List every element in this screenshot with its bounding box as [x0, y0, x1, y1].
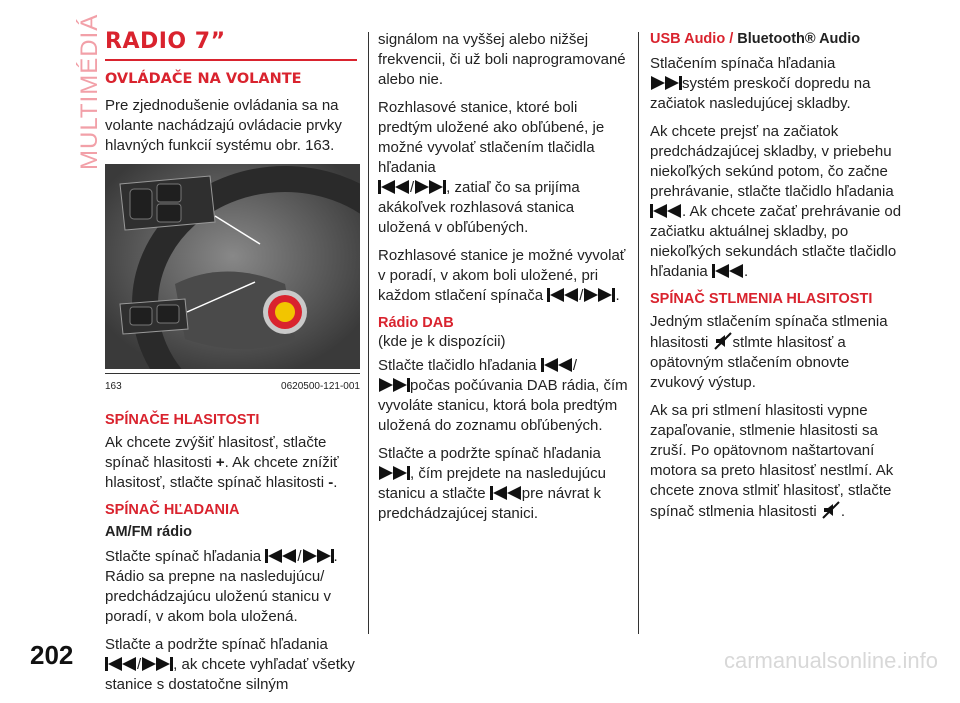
section-heading-steering-controls: OVLÁDAČE NA VOLANTE — [105, 71, 302, 87]
seek-forward-icon — [378, 465, 410, 481]
seek-back-icon — [490, 485, 522, 501]
subheading-am-fm: AM/FM rádio — [105, 524, 192, 540]
order-paragraph: Rozhlasové stanice je možné vyvolať v poradí, v akom boli uložené, pri každom stlačení spínača / . — [378, 247, 626, 304]
section-side-tab: MULTIMÉDIÁ — [76, 13, 103, 170]
seek-forward-icon — [141, 656, 173, 672]
column-3 — [650, 30, 905, 530]
seek-back-icon — [650, 203, 682, 219]
subheading-usb-bluetooth: USB Audio / Bluetooth® Audio — [650, 31, 861, 47]
subheading-dab: Rádio DAB — [378, 315, 454, 331]
plus-symbol: + — [215, 454, 225, 471]
seek-forward-icon — [302, 548, 334, 564]
mute-paragraph: Jedným stlačením spínača stlmenia hlasitosti stlmte hlasitosť a opätovným stlačením obnovte zvukový výstup. — [650, 313, 888, 391]
search-paragraph-1: Stlačte spínač hľadania / . Rádio sa prepne na nasledujúcu/ predchádzajúcu uloženú stanicu v poradí, v akom bola uložená. — [105, 548, 338, 625]
figure-code: 0620500-121-001 — [281, 381, 360, 392]
seek-forward-icon — [583, 287, 615, 303]
mute-icon — [821, 501, 841, 519]
seek-forward-icon — [378, 377, 410, 393]
page-title: RADIO 7” — [105, 29, 226, 54]
column-divider — [368, 32, 369, 634]
figure-caption — [105, 373, 360, 397]
figure-number: 163 — [105, 381, 122, 392]
volume-paragraph: Ak chcete zvýšiť hlasitosť, stlačte spínač hlasitosti +. Ak chcete znížiť hlasitosť, stlačte spínač hlasitosti -. — [105, 434, 339, 491]
seek-back-icon — [105, 656, 137, 672]
column-divider — [638, 32, 639, 634]
column-1 — [105, 29, 360, 703]
section-heading-search: SPÍNAČ HĽADANIA — [105, 502, 240, 518]
seek-back-icon — [547, 287, 579, 303]
dab-paragraph: Stlačte tlačidlo hľadania / počas počúvania DAB rádia, čím vyvoláte stanicu, ktorá bola predtým uložená do zoznamu obľúbených. — [378, 357, 628, 434]
signal-paragraph: signálom na vyššej alebo nižšej frekvencii, či už boli naprogramované alebo nie. — [378, 31, 626, 88]
favorites-paragraph: Rozhlasové stanice, ktoré boli predtým uložené ako obľúbené, je možné vyvolať stlačením tlačidla hľadania / , zatiaľ čo sa prijíma akákoľvek rozhlasová stanica uložená v obľúbených. — [378, 99, 605, 236]
seek-back-icon — [265, 548, 297, 564]
mute-ignition-paragraph: Ak sa pri stlmení hlasitosti vypne zapaľovanie, stlmenie hlasitosti sa zruší. Po opätovnom naštartovaní motora sa preto hlasitosť nestlmí. Ak chcete znova stlmiť hlasitosť, stlačte spínač stlmenia hlasitosti . — [650, 402, 894, 520]
title-rule — [105, 59, 357, 61]
mute-icon — [713, 332, 733, 350]
search-paragraph-2: Stlačte a podržte spínač hľadania / , ak chcete vyhľadať všetky stanice s dostatočne silným — [105, 636, 355, 693]
seek-back-icon — [378, 179, 410, 195]
dab-availability-note: (kde je k dispozícii) — [378, 333, 506, 350]
usb-next-paragraph: Stlačením spínača hľadania systém preskočí dopredu na začiatok nasledujúcej skladby. — [650, 55, 871, 112]
usb-previous-paragraph: Ak chcete prejsť na začiatok predchádzajúcej skladby, v priebehu niekoľkých sekúnd potom, čo začne prehrávanie, stlačte tlačidlo hľadania . Ak chcete začať prehrávanie od začiatku aktuálnej skladby, po niekoľkých sekundách stlačte tlačidlo hľadania . — [650, 123, 902, 280]
watermark: carmanualsonline.info — [723, 648, 938, 673]
column-2 — [378, 30, 630, 532]
intro-paragraph: Pre zjednodušenie ovládania sa na volante nachádzajú ovládacie prvky hlavných funkcií systému obr. 163. — [105, 97, 342, 154]
section-heading-mute: SPÍNAČ STLMENIA HLASITOSTI — [650, 291, 873, 307]
minus-symbol: - — [328, 474, 334, 491]
seek-forward-icon — [414, 179, 446, 195]
seek-back-icon — [712, 263, 744, 279]
seek-forward-icon — [650, 75, 682, 91]
section-heading-volume: SPÍNAČE HLASITOSTI — [105, 412, 260, 428]
page-number: 202 — [30, 640, 74, 670]
dab-hold-paragraph: Stlačte a podržte spínač hľadania , čím prejdete na nasledujúcu stanicu a stlačte pre návrat k predchádzajúcej stanici. — [378, 445, 606, 522]
seek-back-icon — [541, 357, 573, 373]
steering-wheel-figure — [105, 164, 360, 369]
